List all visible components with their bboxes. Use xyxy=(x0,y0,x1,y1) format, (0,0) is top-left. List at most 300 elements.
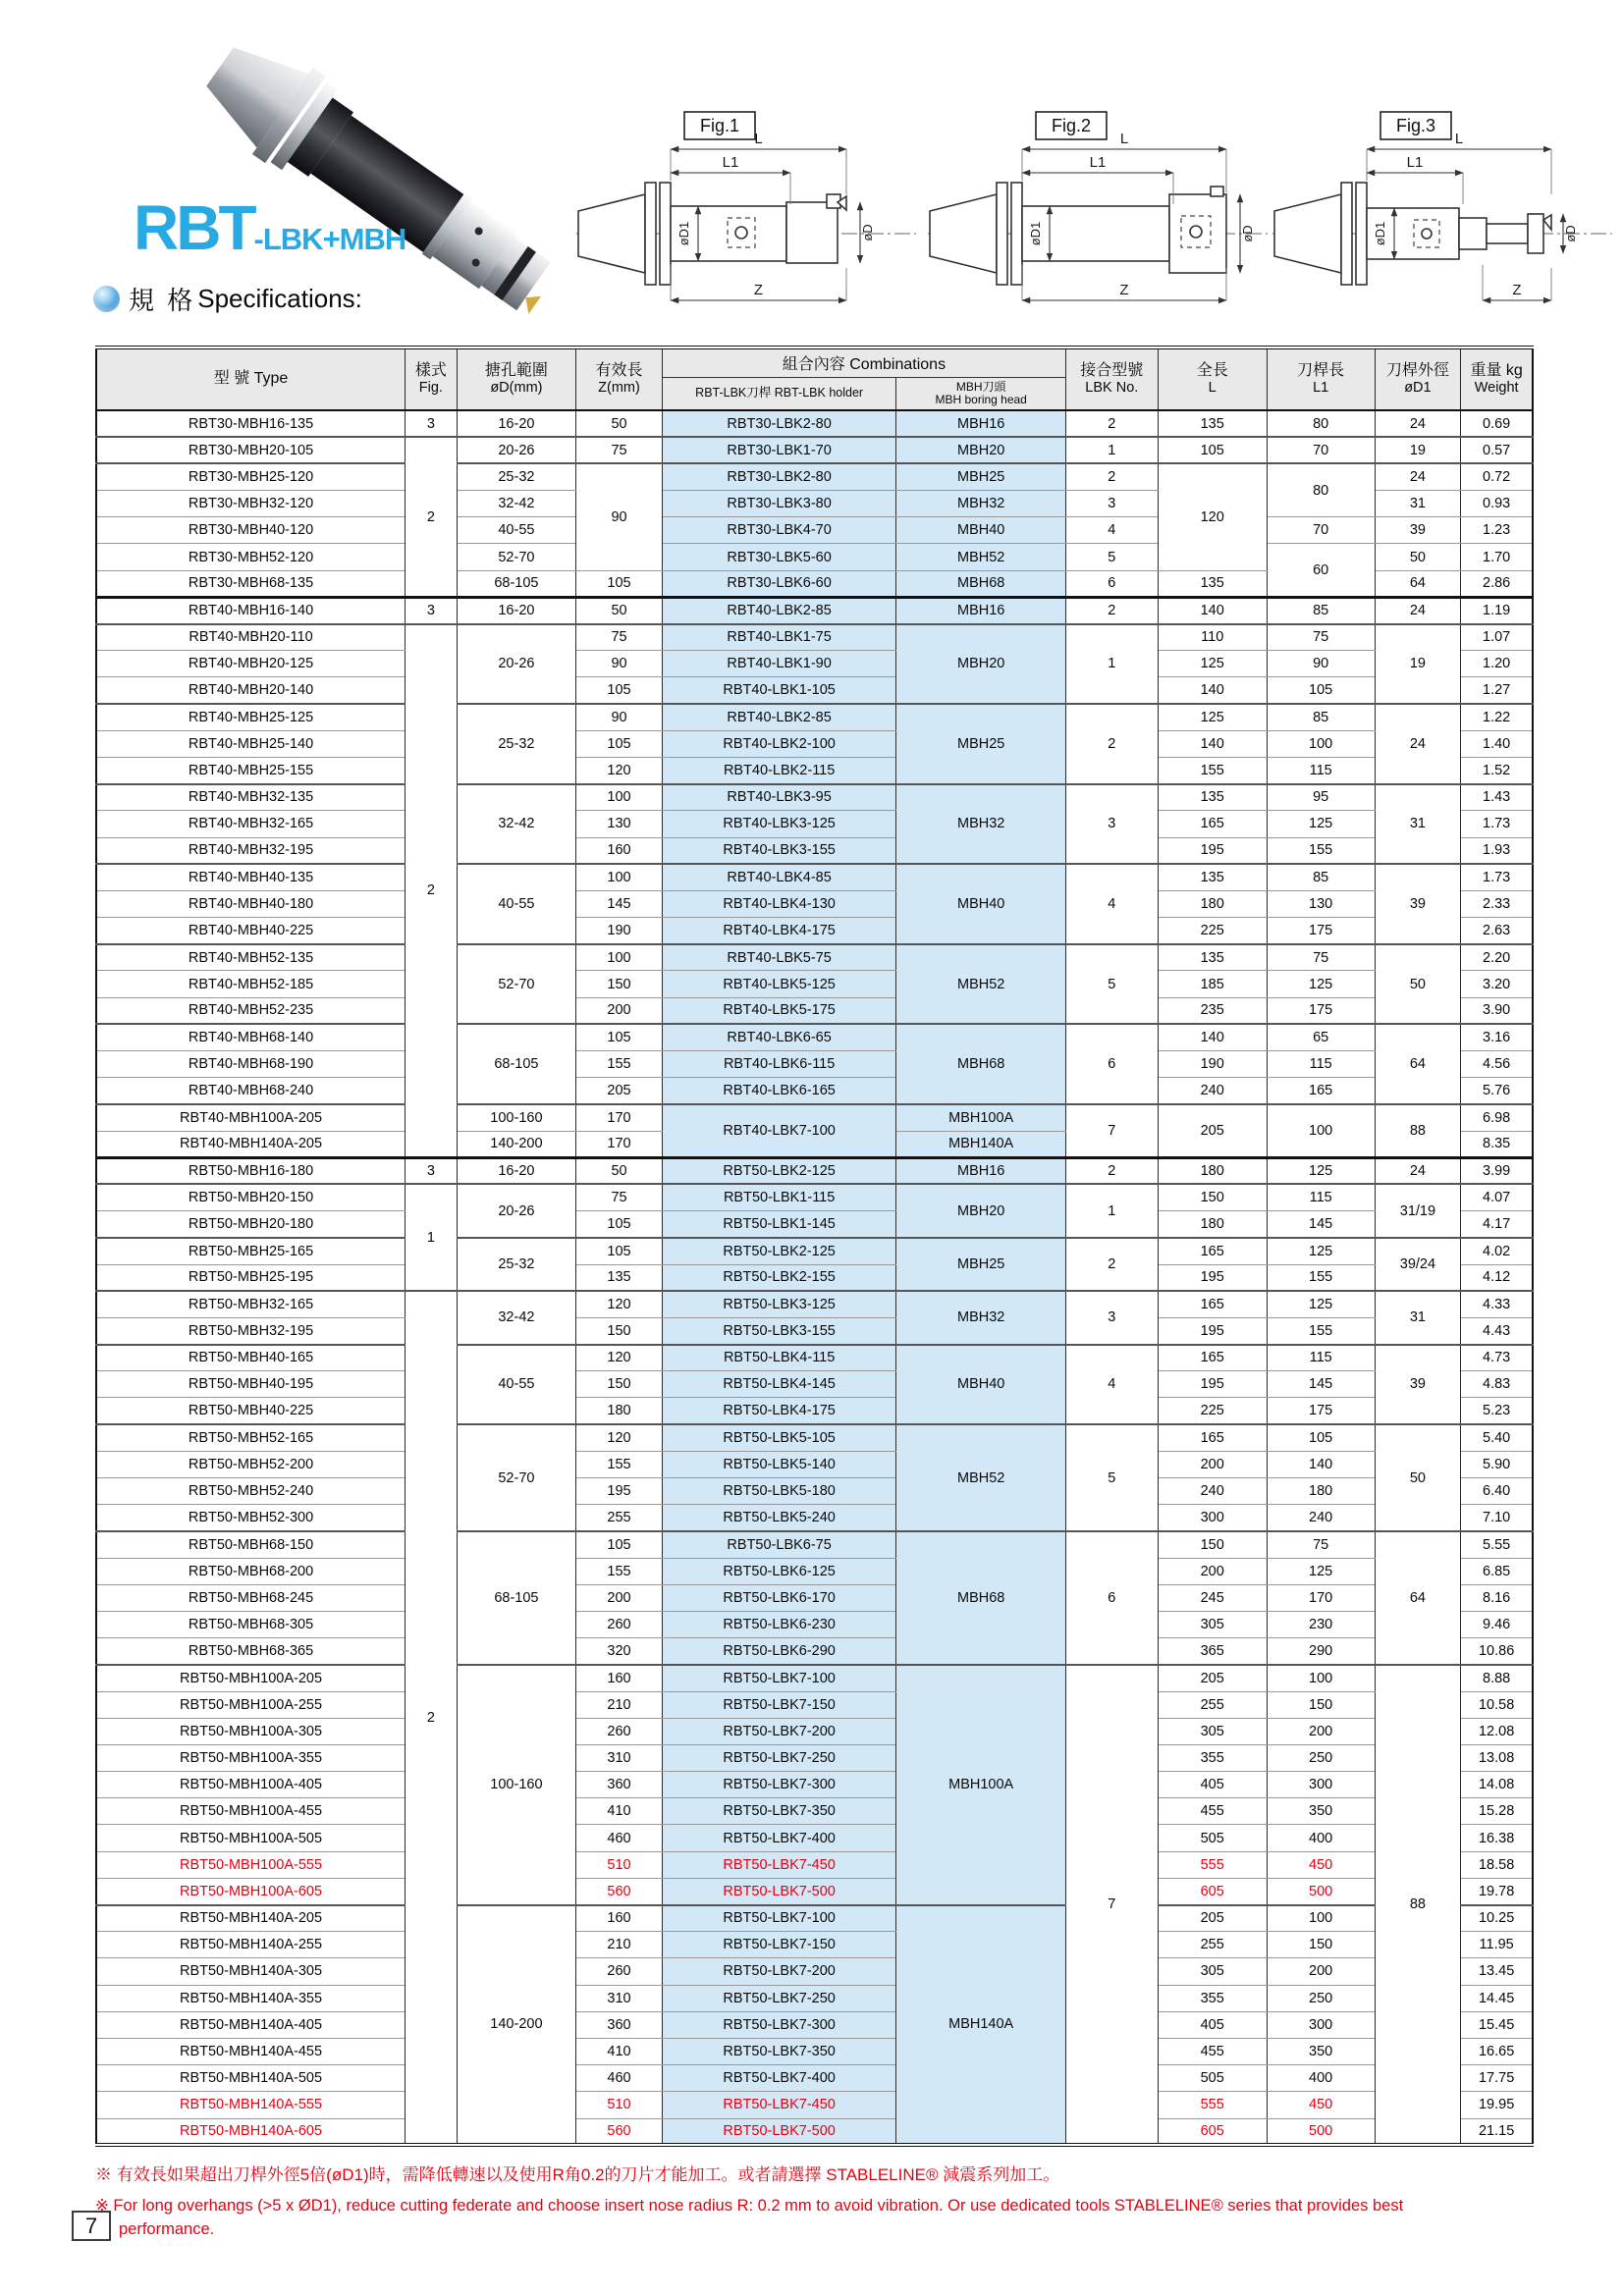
spec-cell-z: 105 xyxy=(576,1211,663,1238)
spec-cell-bore: 32-42 xyxy=(457,784,575,865)
spec-cell-d1: 39 xyxy=(1375,1345,1461,1425)
spec-cell-holder: RBT30-LBK1-70 xyxy=(662,437,895,463)
spec-cell-type: RBT50-MBH140A-205 xyxy=(96,1905,406,1932)
specifications-heading-zh: 規 格 xyxy=(129,286,196,315)
table-row xyxy=(96,2118,1533,2145)
svg-text:L: L xyxy=(1119,131,1129,147)
spec-cell-type: RBT30-MBH25-120 xyxy=(96,463,406,490)
table-body xyxy=(96,410,1533,2145)
table-row xyxy=(96,1424,1533,1451)
spec-cell-L: 235 xyxy=(1158,997,1267,1024)
spec-cell-boring-head: MBH25 xyxy=(896,704,1066,784)
spec-cell-type: RBT50-MBH100A-605 xyxy=(96,1878,406,1904)
spec-cell-weight: 1.40 xyxy=(1461,730,1533,757)
page-number: 7 xyxy=(72,2211,111,2241)
spec-cell-z: 100 xyxy=(576,944,663,971)
spec-cell-fig: 3 xyxy=(406,1157,458,1184)
spec-cell-bore: 100-160 xyxy=(457,1104,575,1131)
spec-cell-holder: RBT50-LBK4-145 xyxy=(662,1371,895,1398)
spec-cell-z: 105 xyxy=(576,1531,663,1558)
spec-cell-L1: 90 xyxy=(1267,651,1375,677)
spec-cell-holder: RBT30-LBK6-60 xyxy=(662,570,895,597)
table-row xyxy=(96,1184,1533,1210)
spec-cell-L1: 125 xyxy=(1267,1291,1375,1317)
table-row xyxy=(96,517,1533,544)
spec-cell-L1: 75 xyxy=(1267,944,1375,971)
spec-cell-L: 125 xyxy=(1158,704,1267,730)
spec-cell-L1: 125 xyxy=(1267,1238,1375,1264)
column-header-L1-zh: 刀桿長 xyxy=(1297,361,1345,379)
spec-cell-boring-head: MBH20 xyxy=(896,1184,1066,1237)
spec-cell-L: 205 xyxy=(1158,1665,1267,1691)
spec-cell-holder: RBT30-LBK2-80 xyxy=(662,463,895,490)
spec-cell-holder: RBT40-LBK2-115 xyxy=(662,757,895,783)
column-header-z xyxy=(576,347,663,410)
spec-cell-holder: RBT30-LBK5-60 xyxy=(662,544,895,570)
spec-cell-d1: 50 xyxy=(1375,1424,1461,1531)
spec-cell-weight: 2.33 xyxy=(1461,890,1533,917)
spec-cell-lbk: 5 xyxy=(1065,944,1158,1025)
spec-cell-L1: 75 xyxy=(1267,624,1375,651)
figure-drawing-1 xyxy=(572,106,922,324)
spec-cell-L: 300 xyxy=(1158,1505,1267,1531)
spec-cell-holder: RBT50-LBK3-125 xyxy=(662,1291,895,1317)
spec-cell-type: RBT40-MBH32-195 xyxy=(96,837,406,864)
spec-cell-holder: RBT40-LBK1-105 xyxy=(662,677,895,704)
spec-cell-L1: 85 xyxy=(1267,597,1375,623)
svg-text:øD: øD xyxy=(1563,225,1578,242)
spec-cell-weight: 15.45 xyxy=(1461,2011,1533,2038)
column-header-L-en: L xyxy=(1208,380,1217,397)
figure-drawing-2 xyxy=(924,106,1273,324)
spec-cell-type: RBT40-MBH32-135 xyxy=(96,784,406,811)
spec-cell-holder: RBT30-LBK3-80 xyxy=(662,491,895,517)
spec-cell-d1: 19 xyxy=(1375,437,1461,463)
series-logo-main: RBT xyxy=(134,192,254,263)
spec-cell-holder: RBT40-LBK2-85 xyxy=(662,597,895,623)
spec-cell-holder: RBT50-LBK5-140 xyxy=(662,1451,895,1477)
spec-cell-bore: 32-42 xyxy=(457,1291,575,1344)
spec-cell-type: RBT40-MBH40-180 xyxy=(96,890,406,917)
spec-cell-z: 205 xyxy=(576,1078,663,1104)
spec-cell-L: 505 xyxy=(1158,1825,1267,1851)
spec-cell-L1: 170 xyxy=(1267,1584,1375,1611)
spec-cell-lbk: 2 xyxy=(1065,1157,1158,1184)
spec-cell-lbk: 5 xyxy=(1065,544,1158,570)
spec-cell-z: 410 xyxy=(576,1798,663,1825)
spec-cell-L1: 115 xyxy=(1267,1345,1375,1371)
spec-cell-holder: RBT50-LBK7-100 xyxy=(662,1665,895,1691)
spec-cell-d1: 39 xyxy=(1375,517,1461,544)
table-row xyxy=(96,597,1533,623)
spec-cell-z: 560 xyxy=(576,2118,663,2145)
spec-cell-L1: 450 xyxy=(1267,1851,1375,1878)
spec-cell-z: 50 xyxy=(576,410,663,437)
column-header-z-en: Z(mm) xyxy=(598,380,640,397)
column-header-type-label: 型 號 Type xyxy=(213,370,289,388)
column-header-d1-en: øD1 xyxy=(1404,380,1432,397)
spec-cell-L: 135 xyxy=(1158,570,1267,597)
spec-cell-type: RBT50-MBH52-300 xyxy=(96,1505,406,1531)
spec-cell-d1: 39/24 xyxy=(1375,1238,1461,1291)
spec-cell-L: 555 xyxy=(1158,2092,1267,2118)
spec-cell-d1: 64 xyxy=(1375,1531,1461,1665)
spec-cell-L: 150 xyxy=(1158,1184,1267,1210)
table-row xyxy=(96,1718,1533,1744)
spec-cell-type: RBT40-MBH20-110 xyxy=(96,624,406,651)
table-row xyxy=(96,1478,1533,1505)
spec-cell-type: RBT50-MBH52-165 xyxy=(96,1424,406,1451)
spec-cell-bore: 140-200 xyxy=(457,1131,575,1157)
spec-cell-lbk: 6 xyxy=(1065,1531,1158,1665)
spec-cell-holder: RBT50-LBK7-500 xyxy=(662,2118,895,2145)
spec-cell-type: RBT50-MBH140A-605 xyxy=(96,2118,406,2145)
spec-cell-L: 225 xyxy=(1158,918,1267,944)
spec-cell-L1: 125 xyxy=(1267,811,1375,837)
spec-cell-type: RBT40-MBH52-235 xyxy=(96,997,406,1024)
specifications-heading-en: Specifications: xyxy=(197,284,362,313)
spec-cell-L1: 100 xyxy=(1267,1905,1375,1932)
spec-cell-d1: 24 xyxy=(1375,463,1461,490)
spec-cell-holder: RBT50-LBK7-300 xyxy=(662,2011,895,2038)
column-header-L1 xyxy=(1267,347,1375,410)
table-row xyxy=(96,544,1533,570)
table-row xyxy=(96,1851,1533,1878)
spec-cell-type: RBT50-MBH140A-555 xyxy=(96,2092,406,2118)
spec-cell-lbk: 2 xyxy=(1065,1238,1158,1291)
svg-text:øD: øD xyxy=(1240,225,1255,242)
spec-cell-z: 90 xyxy=(576,463,663,570)
spec-cell-L: 605 xyxy=(1158,1878,1267,1904)
table-row xyxy=(96,1371,1533,1398)
spec-cell-L: 195 xyxy=(1158,1264,1267,1291)
spec-cell-d1: 24 xyxy=(1375,597,1461,623)
spec-cell-z: 90 xyxy=(576,704,663,730)
spec-cell-weight: 4.17 xyxy=(1461,1211,1533,1238)
table-row xyxy=(96,1157,1533,1184)
spec-cell-holder: RBT50-LBK6-170 xyxy=(662,1584,895,1611)
spec-cell-L: 140 xyxy=(1158,597,1267,623)
spec-cell-L: 305 xyxy=(1158,1718,1267,1744)
spec-cell-boring-head: MBH68 xyxy=(896,1531,1066,1665)
spec-cell-type: RBT40-MBH68-140 xyxy=(96,1024,406,1050)
spec-cell-holder: RBT50-LBK5-240 xyxy=(662,1505,895,1531)
svg-text:øD1: øD1 xyxy=(1373,221,1387,246)
spec-cell-holder: RBT50-LBK7-350 xyxy=(662,2038,895,2064)
spec-cell-L: 140 xyxy=(1158,1024,1267,1050)
svg-text:L: L xyxy=(1454,131,1464,147)
spec-cell-weight: 1.70 xyxy=(1461,544,1533,570)
spec-cell-weight: 4.73 xyxy=(1461,1345,1533,1371)
spec-cell-type: RBT50-MBH100A-405 xyxy=(96,1772,406,1798)
spec-cell-type: RBT30-MBH40-120 xyxy=(96,517,406,544)
spec-cell-L1: 500 xyxy=(1267,1878,1375,1904)
spec-cell-weight: 5.23 xyxy=(1461,1398,1533,1424)
spec-cell-type: RBT40-MBH40-225 xyxy=(96,918,406,944)
column-header-fig xyxy=(406,347,458,410)
column-header-bore-en: øD(mm) xyxy=(490,380,543,397)
spec-cell-L: 355 xyxy=(1158,1744,1267,1771)
spec-cell-L: 405 xyxy=(1158,2011,1267,2038)
spec-cell-L1: 155 xyxy=(1267,1317,1375,1344)
spec-cell-L: 255 xyxy=(1158,1691,1267,1718)
spec-cell-d1: 50 xyxy=(1375,944,1461,1025)
spec-cell-d1: 50 xyxy=(1375,544,1461,570)
spec-cell-L: 165 xyxy=(1158,1345,1267,1371)
spec-cell-type: RBT40-MBH68-190 xyxy=(96,1051,406,1078)
spec-cell-type: RBT50-MBH40-195 xyxy=(96,1371,406,1398)
spec-cell-boring-head: MBH25 xyxy=(896,463,1066,490)
spec-cell-lbk: 3 xyxy=(1065,491,1158,517)
spec-cell-boring-head: MBH100A xyxy=(896,1104,1066,1131)
table-row xyxy=(96,918,1533,944)
svg-text:L: L xyxy=(754,131,763,147)
spec-cell-weight: 3.99 xyxy=(1461,1157,1533,1184)
spec-cell-L: 200 xyxy=(1158,1558,1267,1584)
svg-text:Z: Z xyxy=(753,282,764,298)
product-photo xyxy=(187,22,599,316)
spec-cell-d1: 31 xyxy=(1375,784,1461,865)
spec-cell-fig: 2 xyxy=(406,437,458,597)
spec-cell-L1: 175 xyxy=(1267,997,1375,1024)
table-row xyxy=(96,784,1533,811)
spec-cell-z: 150 xyxy=(576,1371,663,1398)
spec-cell-L1: 105 xyxy=(1267,677,1375,704)
table-row xyxy=(96,837,1533,864)
spec-cell-bore: 32-42 xyxy=(457,491,575,517)
spec-cell-bore: 68-105 xyxy=(457,1024,575,1104)
spec-cell-L: 240 xyxy=(1158,1478,1267,1505)
spec-cell-type: RBT50-MBH40-225 xyxy=(96,1398,406,1424)
spec-cell-L1: 70 xyxy=(1267,517,1375,544)
spec-cell-L1: 145 xyxy=(1267,1211,1375,1238)
table-row xyxy=(96,1051,1533,1078)
spec-cell-L1: 125 xyxy=(1267,1558,1375,1584)
table-row xyxy=(96,1398,1533,1424)
spec-cell-z: 105 xyxy=(576,570,663,597)
spec-cell-z: 75 xyxy=(576,624,663,651)
spec-cell-z: 210 xyxy=(576,1691,663,1718)
spec-cell-L1: 200 xyxy=(1267,1958,1375,1985)
column-header-fig-en: Fig. xyxy=(418,380,443,397)
figure-svg xyxy=(924,106,1273,324)
spec-cell-boring-head: MBH20 xyxy=(896,437,1066,463)
spec-cell-type: RBT50-MBH100A-255 xyxy=(96,1691,406,1718)
table-row xyxy=(96,1772,1533,1798)
spec-cell-bore: 16-20 xyxy=(457,410,575,437)
spec-cell-bore: 16-20 xyxy=(457,597,575,623)
spec-cell-weight: 19.95 xyxy=(1461,2092,1533,2118)
spec-cell-type: RBT40-MBH68-240 xyxy=(96,1078,406,1104)
spec-cell-L1: 75 xyxy=(1267,1531,1375,1558)
svg-text:øD1: øD1 xyxy=(676,221,691,246)
spec-cell-weight: 9.46 xyxy=(1461,1611,1533,1637)
spec-cell-L1: 85 xyxy=(1267,864,1375,890)
spec-cell-z: 255 xyxy=(576,1505,663,1531)
spec-cell-L: 135 xyxy=(1158,410,1267,437)
spec-cell-holder: RBT40-LBK6-165 xyxy=(662,1078,895,1104)
spec-cell-type: RBT30-MBH16-135 xyxy=(96,410,406,437)
svg-text:Fig.1: Fig.1 xyxy=(699,116,740,135)
spec-cell-holder: RBT40-LBK7-100 xyxy=(662,1104,895,1157)
spec-cell-type: RBT40-MBH140A-205 xyxy=(96,1131,406,1157)
svg-text:Fig.3: Fig.3 xyxy=(1395,116,1436,135)
spec-cell-z: 260 xyxy=(576,1611,663,1637)
spec-cell-z: 120 xyxy=(576,1291,663,1317)
spec-cell-z: 90 xyxy=(576,651,663,677)
spec-cell-z: 200 xyxy=(576,1584,663,1611)
spec-cell-weight: 1.23 xyxy=(1461,517,1533,544)
spec-cell-L1: 240 xyxy=(1267,1505,1375,1531)
spec-cell-holder: RBT50-LBK7-150 xyxy=(662,1932,895,1958)
spec-cell-lbk: 1 xyxy=(1065,437,1158,463)
spec-cell-L: 180 xyxy=(1158,1157,1267,1184)
spec-cell-weight: 10.86 xyxy=(1461,1638,1533,1665)
spec-cell-holder: RBT40-LBK3-125 xyxy=(662,811,895,837)
spec-cell-weight: 13.45 xyxy=(1461,1958,1533,1985)
spec-cell-type: RBT40-MBH25-140 xyxy=(96,730,406,757)
spec-cell-L: 405 xyxy=(1158,1772,1267,1798)
column-header-fig-zh: 樣式 xyxy=(414,361,447,379)
spec-cell-L1: 175 xyxy=(1267,1398,1375,1424)
spec-cell-z: 120 xyxy=(576,1345,663,1371)
footnote-zh: ※ 有效長如果超出刀桿外徑5倍(øD1)時，需降低轉速以及使用R角0.2的刀片才能加工。或者請選擇 STABLELINE® 減震系列加工。 xyxy=(95,2165,1060,2184)
table-row xyxy=(96,2092,1533,2118)
spec-cell-weight: 4.83 xyxy=(1461,1371,1533,1398)
table-row xyxy=(96,1798,1533,1825)
spec-cell-weight: 14.45 xyxy=(1461,1985,1533,2011)
spec-cell-bore: 40-55 xyxy=(457,1345,575,1425)
spec-cell-lbk: 2 xyxy=(1065,463,1158,490)
spec-cell-holder: RBT50-LBK2-155 xyxy=(662,1264,895,1291)
spec-cell-L1: 450 xyxy=(1267,2092,1375,2118)
column-header-weight-en: Weight xyxy=(1474,380,1519,397)
spec-cell-L: 365 xyxy=(1158,1638,1267,1665)
spec-cell-type: RBT30-MBH20-105 xyxy=(96,437,406,463)
spec-cell-weight: 8.16 xyxy=(1461,1584,1533,1611)
spec-cell-holder: RBT50-LBK5-105 xyxy=(662,1424,895,1451)
spec-cell-type: RBT50-MBH52-200 xyxy=(96,1451,406,1477)
footnote-en: ※ For long overhangs (>5 x ØD1), reduce cutting federate and choose insert nose radius R: 0.2 mm to avoid vibration. Or use dedicated tools STABLELINE® series that provides best performance. xyxy=(95,2196,1404,2238)
table-row xyxy=(96,971,1533,997)
column-header-boring-head-en: MBH boring head xyxy=(935,392,1027,406)
spec-cell-weight: 0.72 xyxy=(1461,463,1533,490)
spec-cell-L: 605 xyxy=(1158,2118,1267,2145)
spec-cell-holder: RBT50-LBK7-350 xyxy=(662,1798,895,1825)
spec-cell-holder: RBT40-LBK2-100 xyxy=(662,730,895,757)
spec-cell-boring-head: MBH32 xyxy=(896,784,1066,865)
spec-cell-weight: 10.58 xyxy=(1461,1691,1533,1718)
spec-cell-holder: RBT40-LBK5-175 xyxy=(662,997,895,1024)
spec-cell-type: RBT50-MBH140A-405 xyxy=(96,2011,406,2038)
spec-cell-weight: 4.33 xyxy=(1461,1291,1533,1317)
spec-cell-boring-head: MBH40 xyxy=(896,517,1066,544)
spec-cell-L: 200 xyxy=(1158,1451,1267,1477)
spec-cell-boring-head: MBH100A xyxy=(896,1665,1066,1905)
spec-cell-lbk: 2 xyxy=(1065,704,1158,784)
table-row xyxy=(96,1958,1533,1985)
spec-cell-type: RBT50-MBH140A-505 xyxy=(96,2065,406,2092)
table-row xyxy=(96,811,1533,837)
spec-cell-weight: 1.43 xyxy=(1461,784,1533,811)
spec-cell-L: 165 xyxy=(1158,1424,1267,1451)
column-header-L xyxy=(1158,347,1267,410)
spec-cell-L: 140 xyxy=(1158,730,1267,757)
spec-cell-lbk: 5 xyxy=(1065,1424,1158,1531)
spec-cell-L1: 100 xyxy=(1267,1665,1375,1691)
spec-cell-holder: RBT40-LBK3-155 xyxy=(662,837,895,864)
spec-cell-weight: 3.16 xyxy=(1461,1024,1533,1050)
spec-cell-weight: 8.88 xyxy=(1461,1665,1533,1691)
spec-cell-L1: 125 xyxy=(1267,1157,1375,1184)
spec-cell-z: 310 xyxy=(576,1985,663,2011)
table-row xyxy=(96,1317,1533,1344)
spec-cell-boring-head: MBH52 xyxy=(896,944,1066,1025)
spec-cell-weight: 15.28 xyxy=(1461,1798,1533,1825)
spec-cell-L1: 250 xyxy=(1267,1985,1375,2011)
spec-cell-L1: 290 xyxy=(1267,1638,1375,1665)
spec-cell-weight: 5.55 xyxy=(1461,1531,1533,1558)
series-logo xyxy=(134,192,406,263)
spec-cell-L1: 230 xyxy=(1267,1611,1375,1637)
column-header-L-zh: 全長 xyxy=(1196,361,1228,379)
spec-cell-boring-head: MBH25 xyxy=(896,1238,1066,1291)
spec-cell-L: 185 xyxy=(1158,971,1267,997)
table-row xyxy=(96,944,1533,971)
spec-cell-bore: 52-70 xyxy=(457,1424,575,1531)
column-header-holder: RBT-LBK刀桿 RBT-LBK holder xyxy=(662,377,895,410)
spec-cell-z: 145 xyxy=(576,890,663,917)
spec-cell-type: RBT50-MBH20-150 xyxy=(96,1184,406,1210)
table-row xyxy=(96,1638,1533,1665)
spec-cell-L1: 165 xyxy=(1267,1078,1375,1104)
spec-cell-type: RBT40-MBH52-185 xyxy=(96,971,406,997)
series-logo-suffix: -LBK+MBH xyxy=(253,222,406,256)
spec-cell-bore: 25-32 xyxy=(457,463,575,490)
spec-cell-holder: RBT50-LBK7-200 xyxy=(662,1718,895,1744)
spec-cell-type: RBT40-MBH25-155 xyxy=(96,757,406,783)
column-header-bore xyxy=(457,347,575,410)
spec-cell-L1: 150 xyxy=(1267,1932,1375,1958)
spec-cell-type: RBT40-MBH40-135 xyxy=(96,864,406,890)
table-row xyxy=(96,1078,1533,1104)
spec-cell-type: RBT50-MBH140A-355 xyxy=(96,1985,406,2011)
spec-cell-holder: RBT50-LBK4-115 xyxy=(662,1345,895,1371)
spec-cell-L: 165 xyxy=(1158,1238,1267,1264)
spec-cell-weight: 21.15 xyxy=(1461,2118,1533,2145)
spec-cell-bore: 52-70 xyxy=(457,944,575,1025)
column-header-boring-head-zh: MBH刀頭 xyxy=(955,379,1006,394)
table-row xyxy=(96,1238,1533,1264)
spec-cell-lbk: 6 xyxy=(1065,570,1158,597)
spec-cell-L1: 350 xyxy=(1267,2038,1375,2064)
spec-cell-bore: 20-26 xyxy=(457,624,575,705)
spec-cell-type: RBT50-MBH16-180 xyxy=(96,1157,406,1184)
table-row xyxy=(96,463,1533,490)
svg-text:L1: L1 xyxy=(1406,154,1424,171)
spec-cell-L: 180 xyxy=(1158,1211,1267,1238)
spec-cell-holder: RBT50-LBK7-400 xyxy=(662,2065,895,2092)
spec-cell-lbk: 4 xyxy=(1065,517,1158,544)
spec-cell-type: RBT50-MBH32-195 xyxy=(96,1317,406,1344)
table-row xyxy=(96,864,1533,890)
spec-cell-type: RBT50-MBH100A-455 xyxy=(96,1798,406,1825)
spec-cell-L1: 300 xyxy=(1267,1772,1375,1798)
table-header xyxy=(96,347,1533,410)
spec-cell-type: RBT40-MBH52-135 xyxy=(96,944,406,971)
table-row xyxy=(96,1104,1533,1131)
spec-cell-z: 180 xyxy=(576,1398,663,1424)
